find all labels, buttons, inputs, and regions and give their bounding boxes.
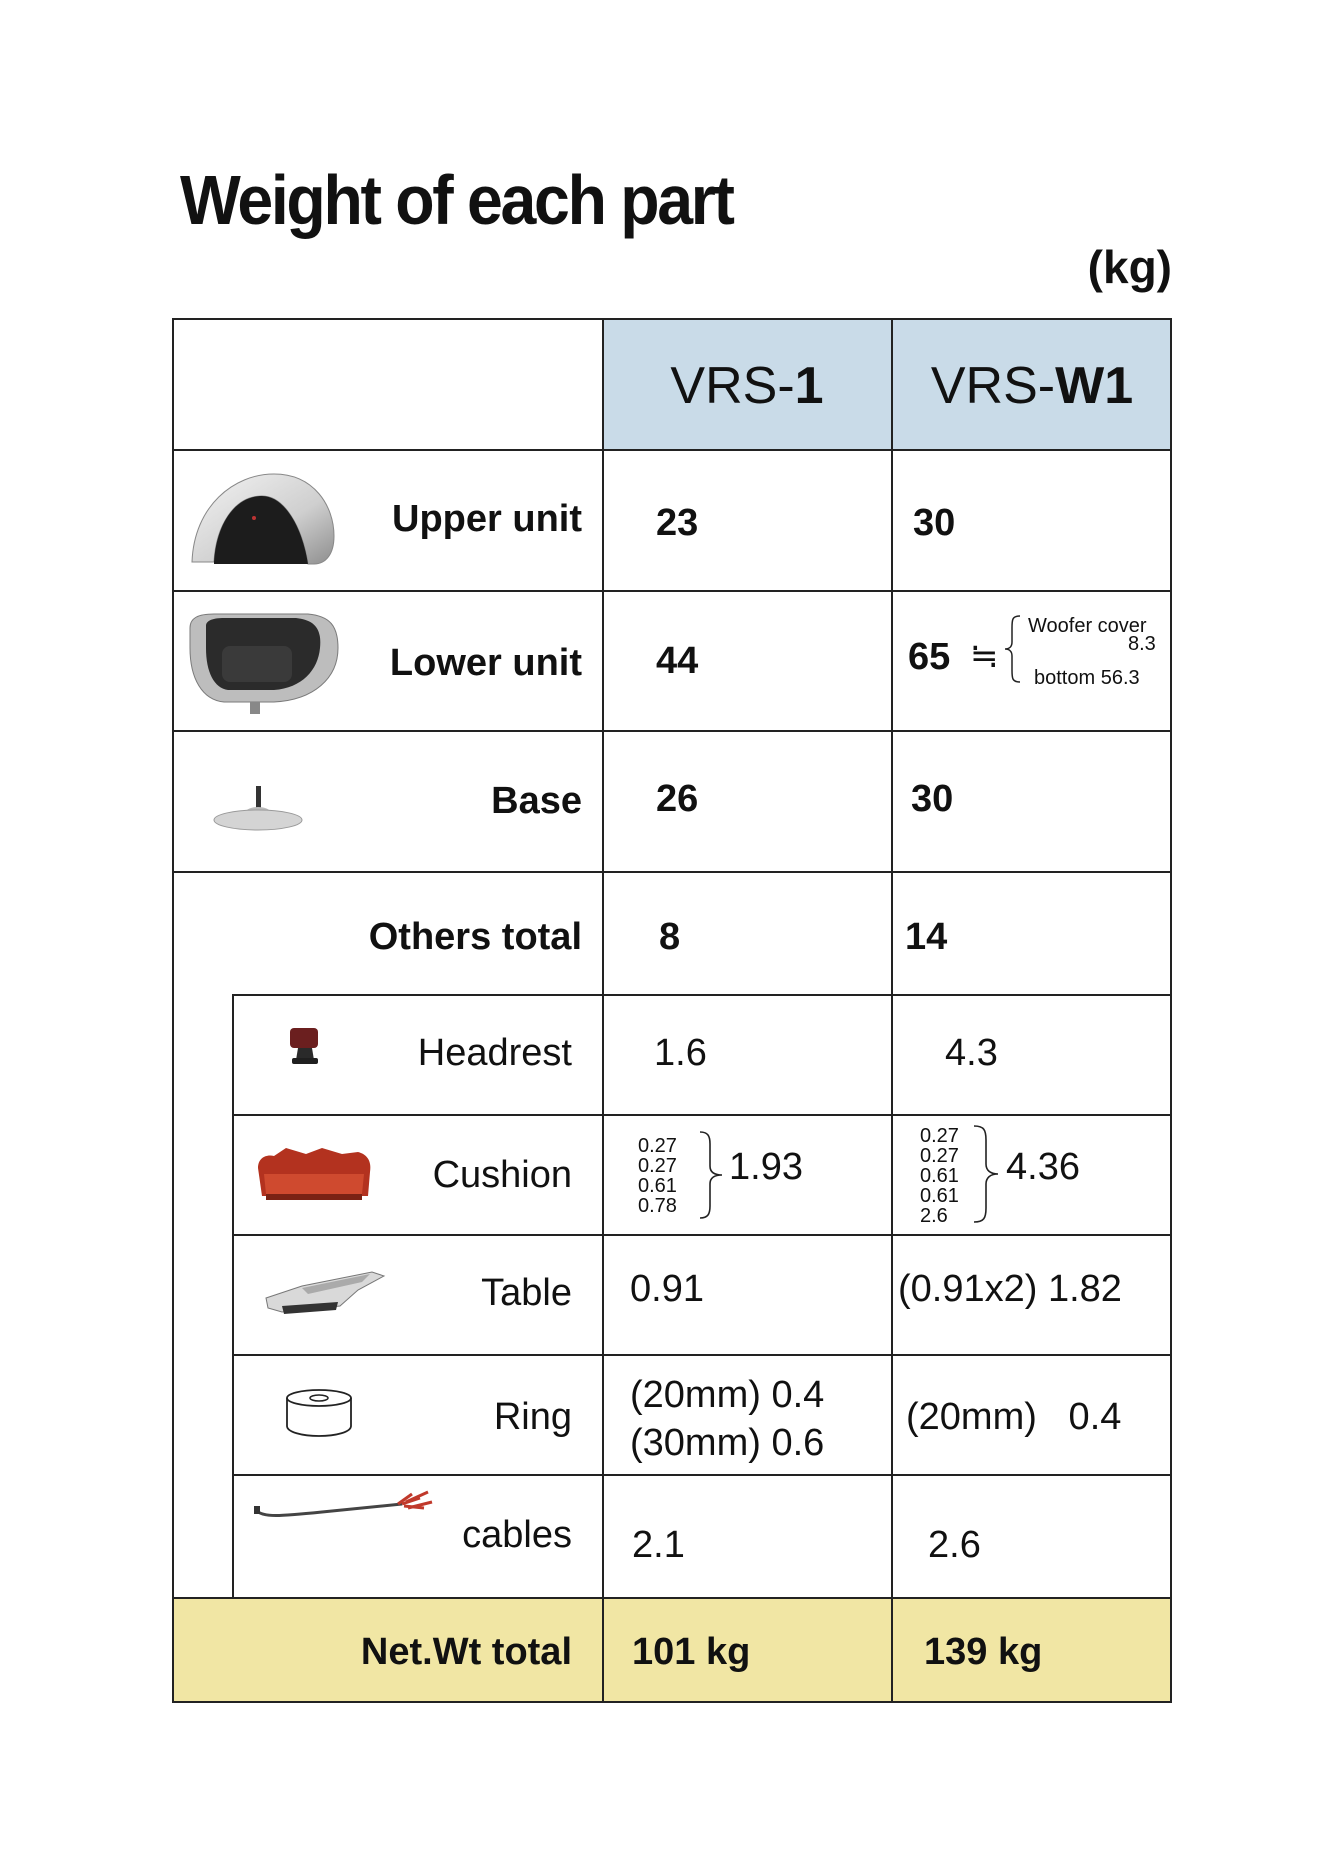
others-total-vrs1: 8 (659, 916, 681, 958)
weight-table (172, 318, 1172, 1703)
ring-label: Ring (493, 1396, 572, 1438)
net-weight-total-label: Net.Wt total (360, 1631, 572, 1673)
lower-unit-seat-icon (184, 608, 344, 718)
col-divider (602, 318, 604, 1703)
ring-vrsw1: (20mm) 0.4 (906, 1396, 1122, 1438)
headrest-vrsw1: 4.3 (945, 1032, 998, 1074)
header-vrsw1 (892, 356, 1172, 416)
woofer-cover-value: 8.3 (1128, 633, 1156, 655)
cables-label: cables (462, 1514, 572, 1556)
ring-vrs1-30mm: (30mm) 0.6 (630, 1422, 825, 1464)
ring-vrs1-20mm: (20mm) 0.4 (630, 1374, 825, 1416)
cushion-vrs1-part: 0.27 (638, 1135, 677, 1157)
row-divider (172, 730, 1172, 732)
cables-vrsw1: 2.6 (928, 1524, 981, 1566)
cushion-label: Cushion (432, 1154, 572, 1196)
row-divider (172, 1597, 1172, 1599)
upper-unit-label: Upper unit (392, 498, 582, 540)
row-divider (172, 871, 1172, 873)
cushion-vrsw1-part: 2.6 (920, 1205, 948, 1227)
row-divider (232, 994, 1172, 996)
headrest-icon (284, 1024, 328, 1072)
header-vrs1 (602, 356, 892, 416)
bottom-note: bottom 56.3 (1034, 667, 1140, 689)
cushion-vrs1-part: 0.78 (638, 1195, 677, 1217)
row-divider (172, 449, 1172, 451)
lower-unit-vrsw1: 65 (908, 636, 951, 678)
row-divider (232, 1114, 1172, 1116)
lower-unit-label: Lower unit (389, 642, 582, 684)
approx-symbol: ≒ (970, 637, 999, 675)
cushion-vrs1-part: 0.61 (638, 1175, 677, 1197)
table-label: Table (481, 1272, 572, 1314)
page-title: Weight of each part (180, 161, 733, 239)
header-vrsw1-prefix: VRS- (930, 357, 1056, 415)
cables-vrs1: 2.1 (632, 1524, 685, 1566)
header-vrs1-prefix: VRS- (670, 357, 795, 415)
upper-unit-shell-icon (184, 466, 344, 576)
cushion-vrsw1-part: 0.61 (920, 1185, 959, 1207)
others-total-label: Others total (368, 916, 582, 958)
others-total-vrsw1: 14 (905, 916, 948, 958)
base-vrs1: 26 (656, 778, 699, 820)
sub-row-indent-line (232, 994, 234, 1598)
table-vrsw1: (0.91x2) 1.82 (898, 1268, 1122, 1310)
lower-unit-brace-icon (1004, 614, 1022, 684)
row-divider (172, 590, 1172, 592)
headrest-label: Headrest (417, 1032, 572, 1074)
table-vrs1: 0.91 (630, 1268, 704, 1310)
upper-unit-vrs1: 23 (656, 502, 699, 544)
row-divider (232, 1474, 1172, 1476)
cushion-vrsw1-part: 0.27 (920, 1125, 959, 1147)
base-label: Base (491, 780, 582, 822)
headrest-vrs1: 1.6 (654, 1032, 707, 1074)
header-vrs1-suffix: 1 (794, 357, 824, 415)
cushion-vrsw1-part: 0.27 (920, 1145, 959, 1167)
col-divider (891, 318, 893, 1703)
net-weight-total-vrs1: 101 kg (632, 1631, 751, 1673)
base-vrsw1: 30 (911, 778, 954, 820)
base-icon (194, 780, 324, 840)
cushion-vrsw1-brace-icon (972, 1124, 1000, 1224)
net-weight-total-vrsw1: 139 kg (924, 1631, 1043, 1673)
cushion-vrs1-total: 1.93 (729, 1146, 803, 1188)
cushion-vrsw1-total: 4.36 (1006, 1146, 1080, 1188)
cushion-vrsw1-part: 0.61 (920, 1165, 959, 1187)
woofer-cover-note: Woofer cover (1028, 615, 1147, 637)
upper-unit-vrsw1: 30 (913, 502, 956, 544)
lower-unit-vrs1: 44 (656, 640, 699, 682)
unit-label: (kg) (1087, 241, 1172, 293)
row-divider (232, 1234, 1172, 1236)
cushion-vrs1-brace-icon (698, 1130, 724, 1220)
row-divider (232, 1354, 1172, 1356)
header-vrsw1-suffix: W1 (1055, 357, 1134, 415)
cushion-vrs1-part: 0.27 (638, 1155, 677, 1177)
